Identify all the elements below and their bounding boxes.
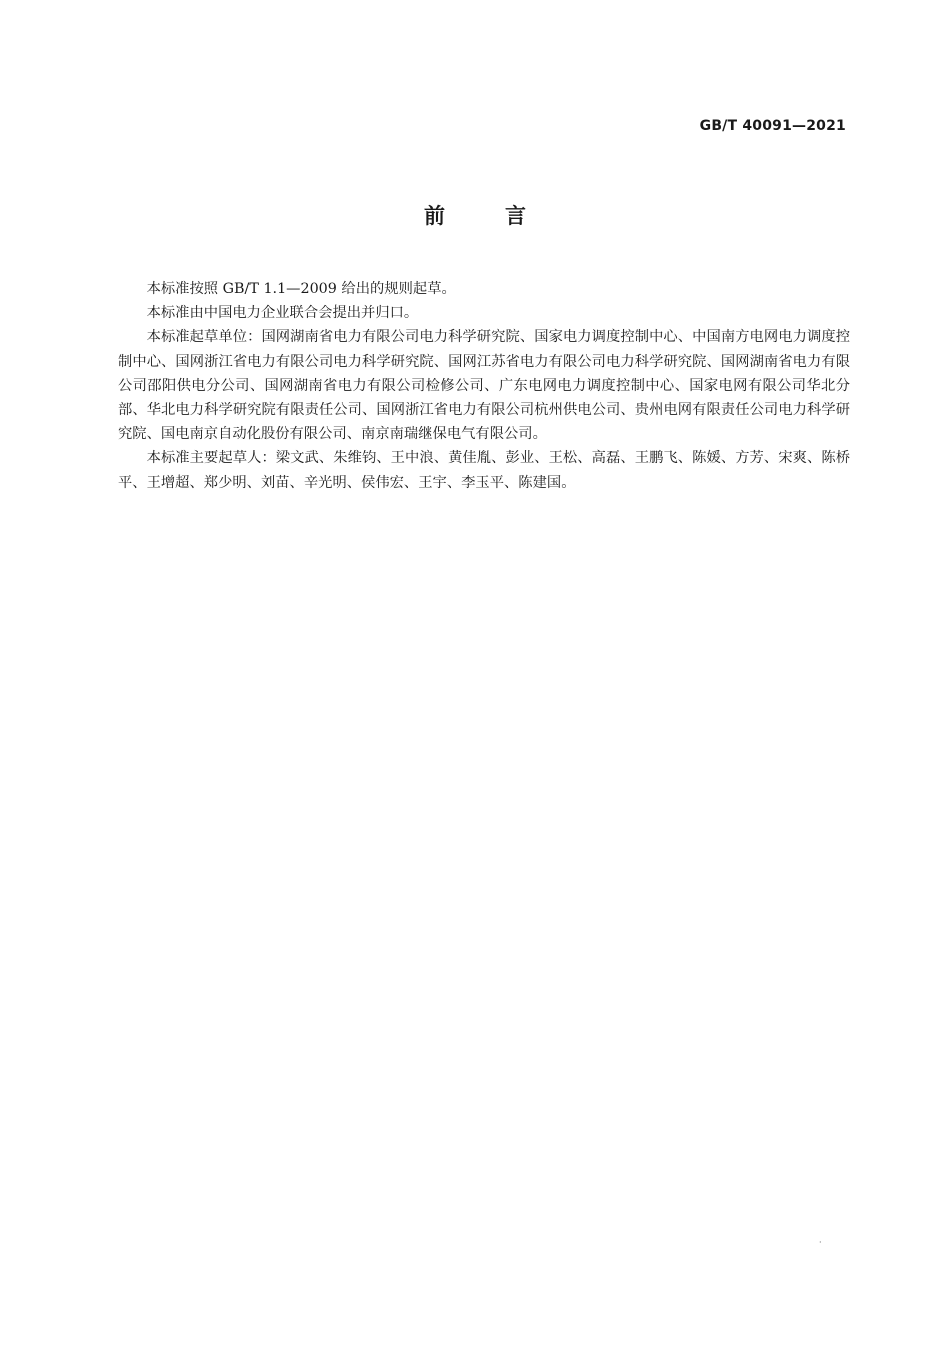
paragraph-proposer: 本标准由中国电力企业联合会提出并归口。 [146, 305, 419, 322]
paragraph-drafting-units: 本标准起草单位：国网湖南省电力有限公司电力科学研究院、国家电力调度控制中心、中国南方电网电力调度控制中心、国网浙江省电力有限公司电力科学研究院、国网江苏省电力有限公司电力科学研究院、国网湖南省电力有限公司邵阳供电分公司、国网湖南省电力有限公司检修公司、广东电网电力调度控制中心、国家电网有限公司华北分部、华北电力科学研究院有限责任公司、国网浙江省电力有限公司杭州供电公司、贵州电网有限责任公司电力科学研究院、国电南京自动化股份有限公司、南京南瑞继保电气有限公司。 [118, 329, 850, 443]
paragraph-drafting-rules: 本标准按照 GB/T 1.1—2009 给出的规则起草。 [146, 281, 456, 297]
page-title: 前言 [424, 204, 586, 228]
document-body [118, 277, 850, 495]
paragraph-drafters: 本标准主要起草人：梁文武、朱维钧、王中浪、黄佳胤、彭业、王松、高磊、王鹏飞、陈媛、方芳、宋爽、陈桥平、王增超、郑少明、刘苗、辛光明、侯伟宏、王宇、李玉平、陈建国。 [118, 450, 850, 491]
standard-number: GB/T 40091—2021 [699, 118, 846, 134]
page-mark: · [819, 1238, 822, 1247]
